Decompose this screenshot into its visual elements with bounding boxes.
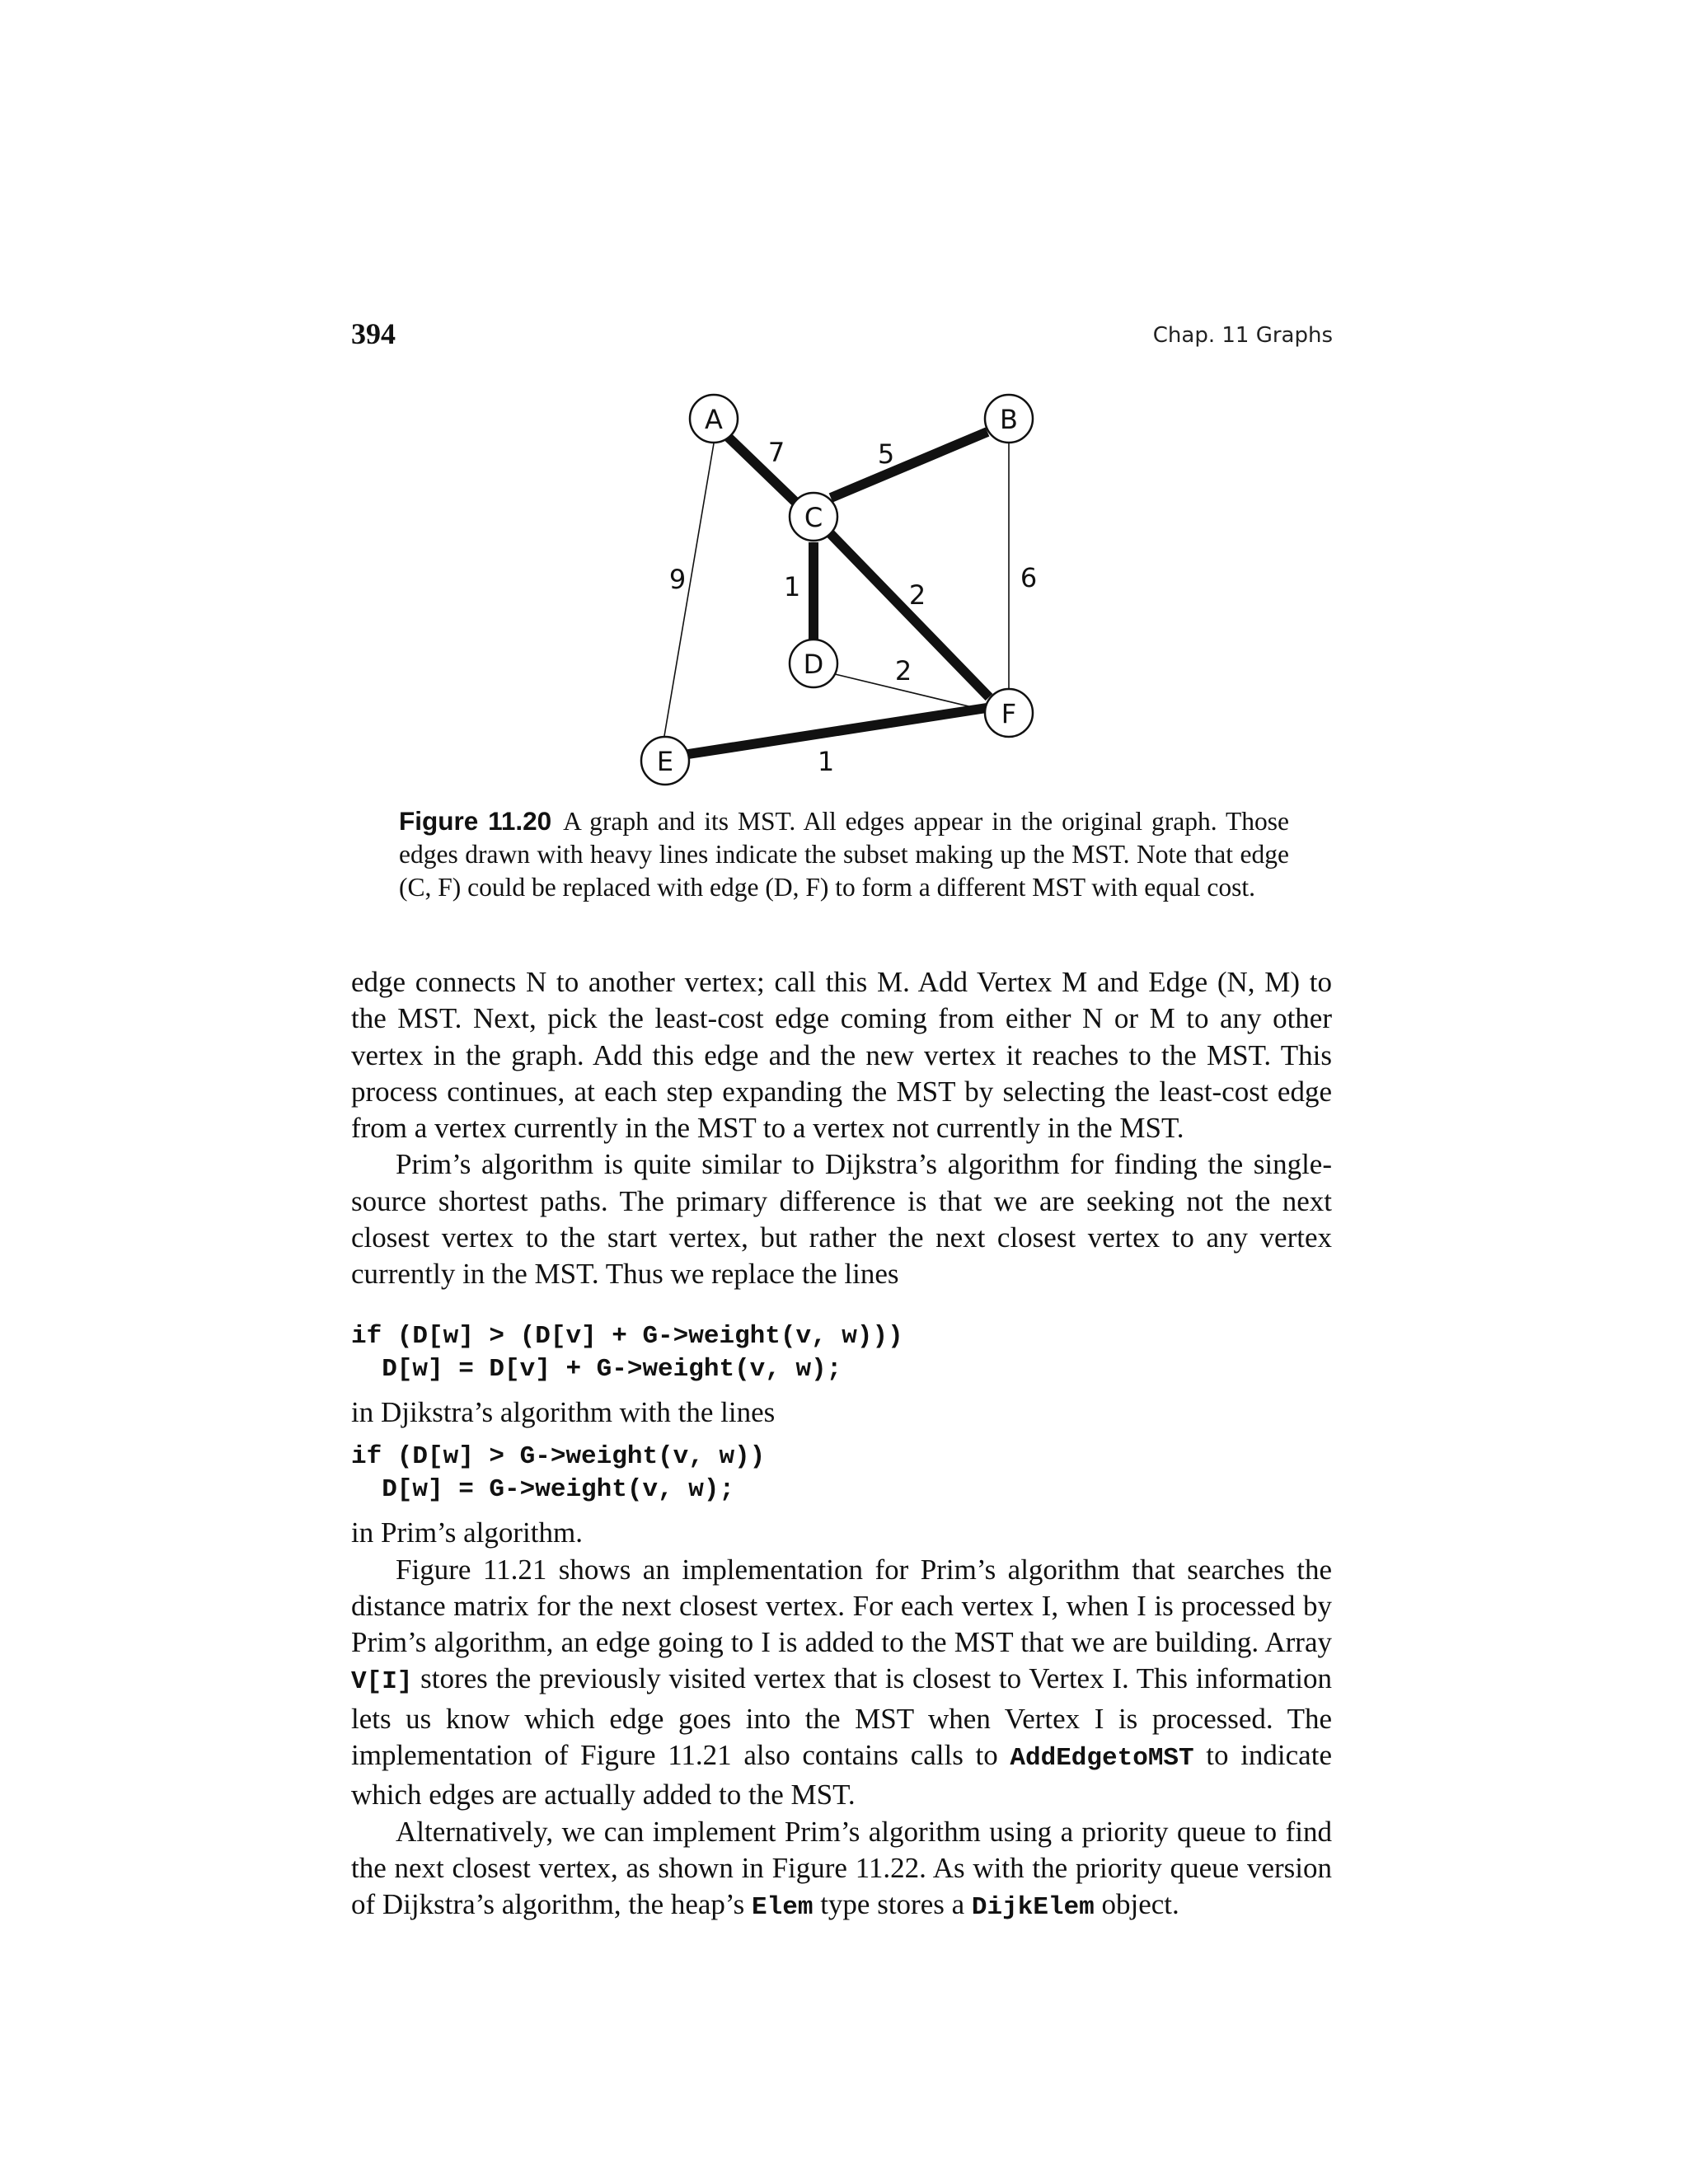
vertex-e [641,737,689,785]
code-block: if (D[w] > G->weight(v, w)) D[w] = G->weight(v, w); [351,1442,766,1505]
weight-label-c-b: 5 [877,438,895,470]
inline-code: DijkElem [971,1893,1095,1923]
text-run: Figure 11.21 shows an implementation for Prim’s algorithm that searches the distance matrix for the next closest vertex. For each vertex I, when I is processed by Prim’s algorithm, an edge going to I is added to the MST that we are building. Array [351,1553,1332,1659]
vertex-d [790,640,837,687]
edge-e-f [688,708,987,754]
text-run: type stores a [813,1888,972,1921]
vertex-label: E [656,746,674,777]
inline-code: V[I] [351,1667,413,1697]
paragraph: edge connects N to another vertex; call this M. Add Vertex M and Edge (N, M) to the MST. Next, pick the least-cost edge coming from either N or M to any other vertex in the graph. Add this edge and the new vertex it reaches to the MST. This process continues, at each step expanding the MST by selecting the least-cost edge from a vertex currently in the MST to a vertex not currently in the MST. [351,966,1332,1145]
paragraph: in Prim’s algorithm. [351,1516,583,1549]
weight-label-a-c: 7 [767,437,785,468]
caption-text: A graph and its MST. All edges appear in the original graph. Those edges drawn with heavy lines indicate the subset making up the MST. Note that edge (C, F) could be replaced with edge (D, F) to form a different MST with equal cost. [399,807,1289,902]
weight-label-b-f: 6 [1020,562,1038,593]
weight-label-c-d: 1 [783,571,801,602]
weight-label-e-f: 1 [817,746,835,777]
edge-a-c [725,434,796,503]
inline-code: Elem [752,1893,814,1923]
vertex-label: C [804,502,823,533]
running-head: Chap. 11 Graphs [1152,323,1333,348]
figure-label: Figure 11.20 [399,806,552,836]
text-run: stores the previously visited vertex that is closest to Vertex I. This information lets us know which edge goes into the MST when Vertex I is processed. The implementation of Figure 11.21 also contains calls to [351,1662,1332,1772]
vertex-c [790,493,837,541]
text-run: Alternatively, we can implement Prim’s algorithm using a priority queue to find the next closest vertex, as shown in Figure 11.22. As with the priority queue version of Dijkstra’s algorithm, the heap’s [351,1815,1332,1921]
paragraph [351,1552,1332,1814]
body-text-top [351,964,1332,1293]
edge-c-b [831,432,987,498]
text-run: object. [1094,1888,1179,1921]
inline-code: AddEdgetoMST [1010,1744,1194,1774]
text-run: to indicate which edges are actually added to the MST. [351,1739,1332,1811]
graph-figure [0,0,1688,824]
vertex-label: A [705,404,723,435]
weight-label-c-f: 2 [908,579,926,611]
paragraph: Prim’s algorithm is quite similar to Dijkstra’s algorithm for finding the single-source shortest paths. The primary difference is that we are seeking not the next closest vertex to the start vertex, but rather the next closest vertex to any vertex currently in the MST. Thus we replace the lines [351,1148,1332,1291]
vertex-f [985,689,1033,737]
vertex-label: F [1001,698,1017,729]
vertex-b [985,395,1033,443]
paragraph: in Djikstra’s algorithm with the lines [351,1396,776,1428]
vertex-label: D [803,649,824,680]
vertex-a [690,395,738,443]
page-number: 394 [351,317,396,350]
body-text-bottom [351,1310,1332,1927]
weight-label-a-e: 9 [668,564,687,595]
paragraph [351,1814,1332,1927]
vertex-label: B [1000,404,1018,435]
weight-label-d-f: 2 [894,655,912,687]
figure-caption [399,804,1289,904]
code-block: if (D[w] > (D[v] + G->weight(v, w))) D[w] = D[v] + G->weight(v, w); [351,1322,903,1384]
